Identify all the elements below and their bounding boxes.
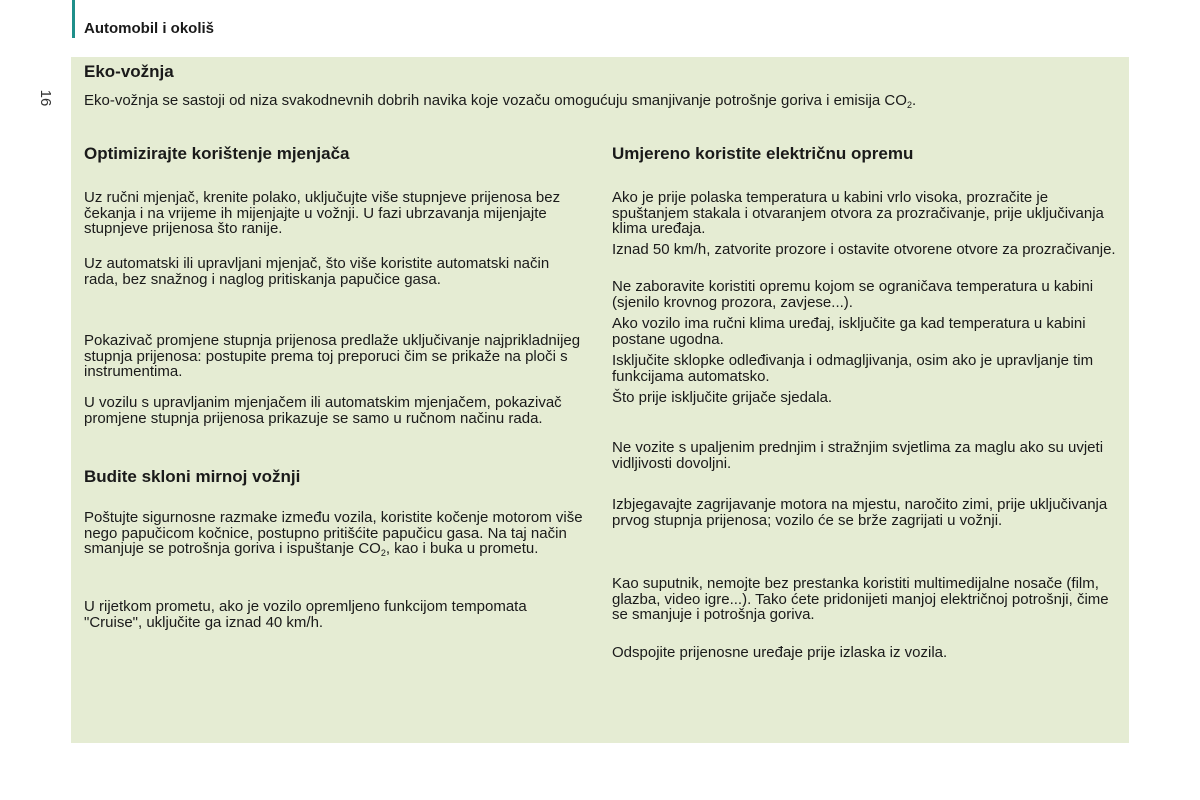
- heading-gearbox: Optimizirajte korištenje mjenjača: [84, 144, 350, 163]
- paragraph-engine-warmup: Izbjegavajte zagrijavanje motora na mjestu, naročito zimi, prije uključivanja prvog stupnja prijenosa; vozilo će se brže zagrijati u vožnji.: [612, 496, 1108, 529]
- heading-calm-driving: Budite skloni mirnoj vožnji: [84, 467, 301, 486]
- paragraph-automatic-gearbox: Uz automatski ili upravljani mjenjač, što više koristite automatski način rada, bez snažnog i naglog pritiskanja papučice gasa.: [84, 255, 550, 288]
- paragraph-safe-distance: Poštujte sigurnosne razmake između vozila, koristite kočenje motorom više nego papučicom kočnice, postupno pritišćite papučicu gasa. Na taj način smanjuje se potrošnja goriva i ispuštanje $CO_2$, kao i buka u prometu.: [84, 509, 583, 558]
- intro-paragraph: Eko-vožnja se sastoji od niza svakodnevnih dobrih navika koje vozaču omogućuju smanjivanje potrošnje goriva i emisija $CO_2$.: [84, 92, 917, 110]
- paragraph-ventilate-cabin: Ako je prije polaska temperatura u kabini vrlo visoka, prozračite je spuštanjem stakala i otvaranjem otvora za prozračivanje, prije uključivanja klima uređaja.: [612, 189, 1104, 237]
- paragraph-gear-indicator: Pokazivač promjene stupnja prijenosa predlaže uključivanje najprikladnijeg stupnja prijenosa: postupite prema toj preporuci čim se prikaže na ploči s instrumentima.: [84, 332, 581, 380]
- section-accent-bar: [72, 0, 75, 38]
- paragraph-unplug-devices: Odspojite prijenosne uređaje prije izlaska iz vozila.: [612, 644, 948, 661]
- paragraph-fog-lights: Ne vozite s upaljenim prednjim i stražnjim svjetlima za maglu ako su uvjeti vidljivosti dovoljni.: [612, 439, 1104, 472]
- page-title: Eko-vožnja: [84, 62, 174, 81]
- paragraph-seat-heaters: Što prije isključite grijače sjedala.: [612, 389, 833, 406]
- paragraph-indicator-manual-mode: U vozilu s upravljanim mjenjačem ili automatskim mjenjačem, pokazivač promjene stupnja prijenosa prikazuje se samo u ručnom načinu rada.: [84, 394, 562, 427]
- paragraph-manual-ac: Ako vozilo ima ručni klima uređaj, isključite ga kad temperatura u kabini postane ugodna.: [612, 315, 1086, 348]
- section-header: Automobil i okoliš: [84, 20, 214, 37]
- paragraph-cruise-control: U rijetkom prometu, ako je vozilo opremljeno funkcijom tempomata "Cruise", uključite ga iznad 40 km/h.: [84, 598, 527, 631]
- page-number: 16: [37, 89, 54, 107]
- paragraph-multimedia: Kao suputnik, nemojte bez prestanka koristiti multimedijalne nosače (film, glazba, video igre...). Tako ćete pridonijeti manjoj električnoj potrošnji, čime se smanjuje i potrošnja goriva.: [612, 575, 1109, 623]
- paragraph-close-windows: Iznad 50 km/h, zatvorite prozore i ostavite otvorene otvore za prozračivanje.: [612, 241, 1116, 258]
- paragraph-manual-gearbox: Uz ručni mjenjač, krenite polako, uključujte više stupnjeve prijenosa bez čekanja i na vrijeme ih mijenjajte u vožnji. U fazi ubrzavanja mijenjajte stupnjeve prijenosa što ranije.: [84, 189, 561, 237]
- paragraph-sun-blinds: Ne zaboravite koristiti opremu kojom se ograničava temperatura u kabini (sjenilo krovnog prozora, zavjese...).: [612, 278, 1094, 311]
- paragraph-demist-switches: Isključite sklopke odleđivanja i odmagljivanja, osim ako je upravljanje tim funkcijama automatsko.: [612, 352, 1094, 385]
- heading-electrical-equipment: Umjereno koristite električnu opremu: [612, 144, 914, 163]
